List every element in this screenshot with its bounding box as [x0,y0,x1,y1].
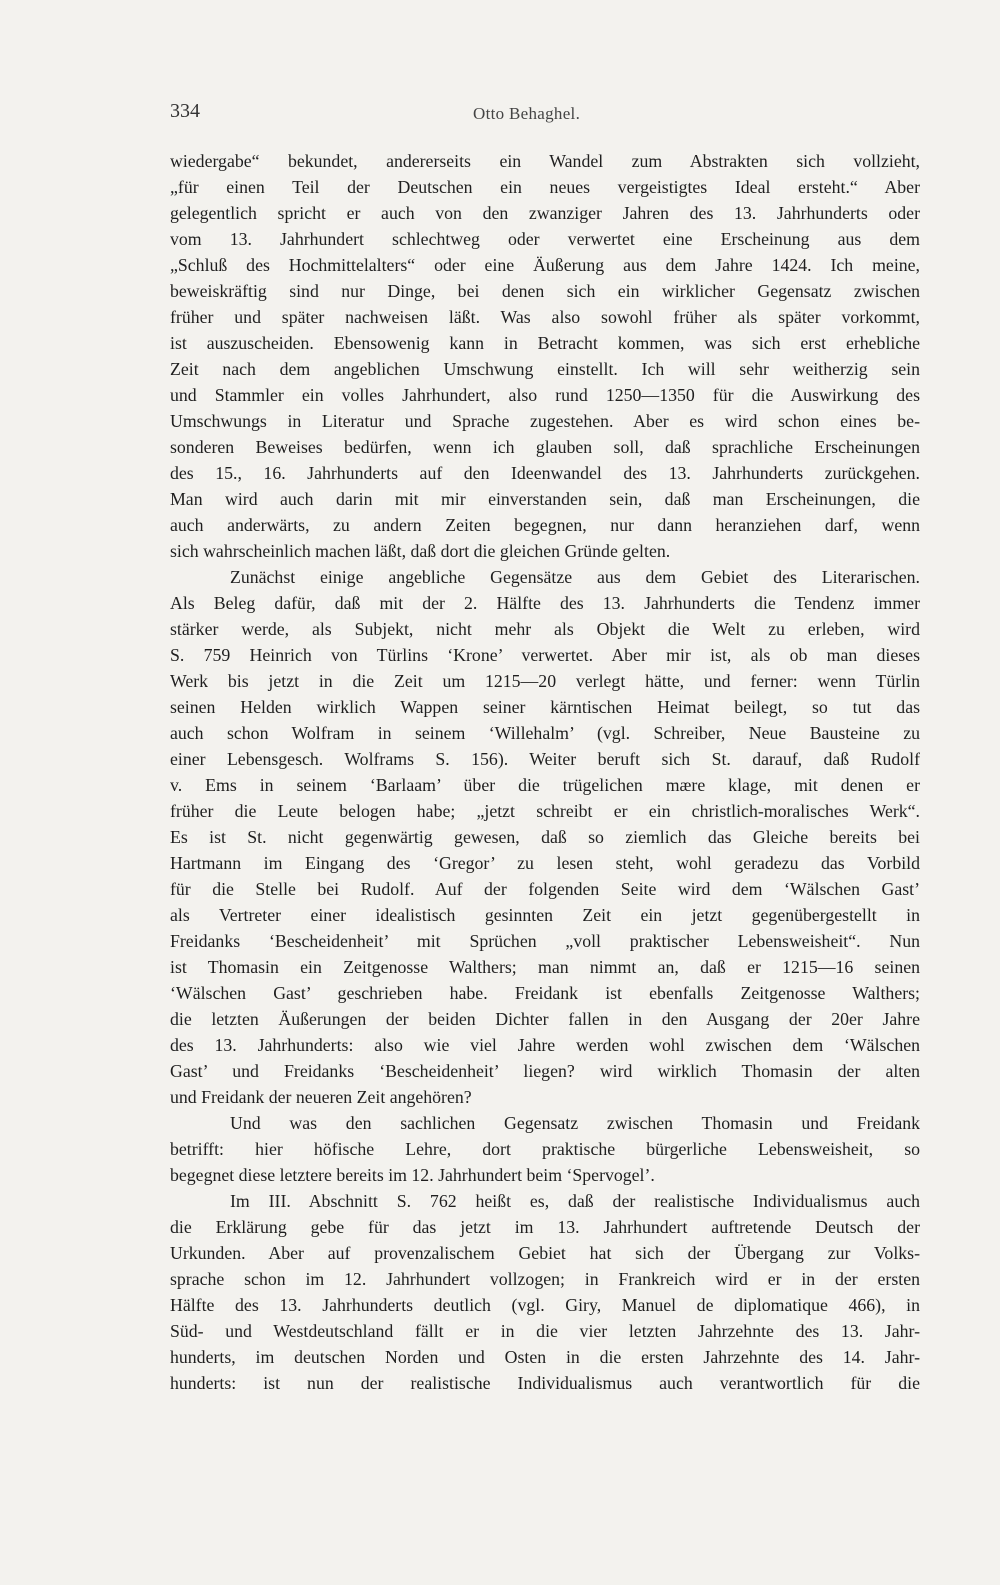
text-line: Freidanks ‘Bescheidenheit’ mit Sprüchen „voll praktischer Lebensweisheit“. Nun [170,931,920,951]
text-line: Als Beleg dafür, daß mit der 2. Hälfte des 13. Jahrhunderts die Tendenz immer [170,593,920,613]
text-line: Und was den sachlichen Gegensatz zwischen Thomasin und Freidank [230,1113,920,1133]
text-line: S. 759 Heinrich von Türlins ‘Krone’ verwertet. Aber mir ist, als ob man dieses [170,645,920,665]
text-line: beweiskräftig sind nur Dinge, bei denen sich ein wirklicher Gegensatz zwischen [170,281,920,301]
text-line: für die Stelle bei Rudolf. Auf der folgenden Seite wird dem ‘Wälschen Gast’ [170,879,920,899]
text-line: Süd- und Westdeutschland fällt er in die vier letzten Jahrzehnte des 13. Jahr- [170,1321,920,1341]
page-number: 334 [170,100,200,122]
text-line: ist auszuscheiden. Ebensowenig kann in Betracht kommen, was sich erst erhebliche [170,333,920,353]
text-line: Man wird auch darin mit mir einverstanden sein, daß man Erscheinungen, die [170,489,920,509]
text-line: seinen Helden wirklich Wappen seiner kärntischen Heimat beilegt, so tut das [170,697,920,717]
text-line: wiedergabe“ bekundet, andererseits ein Wandel zum Abstrakten sich vollzieht, [170,151,920,171]
text-line: und Stammler ein volles Jahrhundert, also rund 1250—1350 für die Auswirkung des [170,385,920,405]
text-line: früher die Leute belogen habe; „jetzt schreibt er ein christlich-moralisches Werk“. [170,801,920,821]
running-head: Otto Behaghel. [473,104,581,123]
text-line: sprache schon im 12. Jahrhundert vollzogen; in Frankreich wird er in der ersten [170,1269,920,1289]
text-line: die letzten Äußerungen der beiden Dichter fallen in den Ausgang der 20er Jahre [170,1009,920,1029]
body-text [170,148,920,1396]
text-line: sonderen Beweises bedürfen, wenn ich glauben soll, daß sprachliche Erscheinungen [170,437,920,457]
text-line: „für einen Teil der Deutschen ein neues vergeistigtes Ideal ersteht.“ Aber [170,177,920,197]
text-line: hunderts, im deutschen Norden und Osten in die ersten Jahrzehnte des 14. Jahr- [170,1347,920,1367]
text-line: ist Thomasin ein Zeitgenosse Walthers; man nimmt an, daß er 1215—16 seinen [170,957,920,977]
text-line: auch anderwärts, zu andern Zeiten begegnen, nur dann heranziehen darf, wenn [170,515,920,535]
text-line: v. Ems in seinem ‘Barlaam’ über die trügelichen mære klage, mit denen er [170,775,920,795]
text-line: des 13. Jahrhunderts: also wie viel Jahre werden wohl zwischen dem ‘Wälschen [170,1035,920,1055]
text-line: sich wahrscheinlich machen läßt, daß dort die gleichen Gründe gelten. [170,541,671,561]
text-line: Urkunden. Aber auf provenzalischem Gebiet hat sich der Übergang zur Volks- [170,1243,920,1263]
text-line: des 15., 16. Jahrhunderts auf den Ideenwandel des 13. Jahrhunderts zurückgehen. [170,463,920,483]
text-line: Hälfte des 13. Jahrhunderts deutlich (vgl. Giry, Manuel de diplomatique 466), in [170,1295,920,1315]
text-line: Zunächst einige angebliche Gegensätze aus dem Gebiet des Literarischen. [230,567,920,587]
text-line: früher und später nachweisen läßt. Was also sowohl früher als später vorkommt, [170,307,920,327]
text-line: begegnet diese letztere bereits im 12. Jahrhundert beim ‘Spervogel’. [170,1165,655,1185]
text-line: stärker werde, als Subjekt, nicht mehr als Objekt die Welt zu erleben, wird [170,619,920,639]
text-line: Werk bis jetzt in die Zeit um 1215—20 verlegt hätte, und ferner: wenn Türlin [170,671,920,691]
text-line: Im III. Abschnitt S. 762 heißt es, daß der realistische Individualismus auch [230,1191,920,1211]
text-line: Es ist St. nicht gegenwärtig gewesen, daß so ziemlich das Gleiche bereits bei [170,827,920,847]
text-line: „Schluß des Hochmittelalters“ oder eine Äußerung aus dem Jahre 1424. Ich meine, [170,255,920,275]
text-line: Gast’ und Freidanks ‘Bescheidenheit’ liegen? wird wirklich Thomasin der alten [170,1061,920,1081]
page-header [170,100,920,130]
text-line: vom 13. Jahrhundert schlechtweg oder verwertet eine Erscheinung aus dem [170,229,920,249]
text-line: ‘Wälschen Gast’ geschrieben habe. Freidank ist ebenfalls Zeitgenosse Walthers; [170,983,920,1003]
text-line: betrifft: hier höfische Lehre, dort praktische bürgerliche Lebensweisheit, so [170,1139,920,1159]
text-line: und Freidank der neueren Zeit angehören? [170,1087,472,1107]
text-line: die Erklärung gebe für das jetzt im 13. Jahrhundert auftretende Deutsch der [170,1217,920,1237]
text-line: Umschwungs in Literatur und Sprache zugestehen. Aber es wird schon eines be- [170,411,920,431]
text-line: auch schon Wolfram in seinem ‘Willehalm’ (vgl. Schreiber, Neue Bausteine zu [170,723,920,743]
text-line: als Vertreter einer idealistisch gesinnten Zeit ein jetzt gegenübergestellt in [170,905,920,925]
text-line: Hartmann im Eingang des ‘Gregor’ zu lesen steht, wohl geradezu das Vorbild [170,853,920,873]
text-line: Zeit nach dem angeblichen Umschwung einstellt. Ich will sehr weitherzig sein [170,359,920,379]
text-line: einer Lebensgesch. Wolframs S. 156). Weiter beruft sich St. darauf, daß Rudolf [170,749,920,769]
text-line: gelegentlich spricht er auch von den zwanziger Jahren des 13. Jahrhunderts oder [170,203,920,223]
text-line: hunderts: ist nun der realistische Individualismus auch verantwortlich für die [170,1373,920,1393]
